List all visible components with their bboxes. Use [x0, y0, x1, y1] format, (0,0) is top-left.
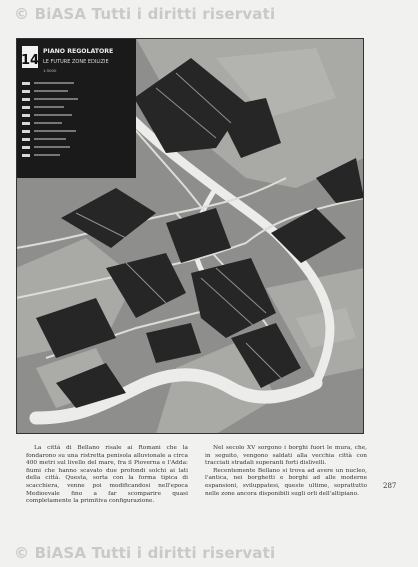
plate-title: PIANO REGOLATORE	[43, 48, 114, 55]
watermark-top: © BiASA Tutti i diritti riservati	[14, 5, 276, 23]
article-paragraph: Nel secolo XV sorgono i borghi fuori le mura, che, in seguito, vengono saldati alla vecchia città con tracciati stradali superanti forti dislivelli.	[205, 445, 367, 467]
article-paragraph: Recentemente Bellano si trova ad avere un nucleo, l'antica, nei borghetti e borghi ad alle moderne espansioni, sviluppatesi, queste ultime, soprattutto nelle zone ancora disponibili sugli orli dell'altipiano.	[205, 467, 367, 497]
page-number: 287	[383, 482, 397, 490]
plate-scale: 1:5000	[43, 68, 57, 73]
city-plan-map	[16, 38, 364, 434]
plate-number: 14	[20, 53, 40, 68]
article-column-1	[26, 445, 188, 506]
article-column-2	[205, 445, 367, 498]
article-paragraph: La città di Bellano risale ai Romani che la fondarono su una ristretta penisola alluvionale a circa 400 metri sul livello del mare, fra il Pioverna e l'Adda: fiumi che hanno scavato due profondi solchi ai lati della città. Questa, sorta con la forma tipica di scacchiera, venne poi modificandosi nell'epoca Medioevale fino a far scomparire quasi completamente la primitiva configurazione.	[26, 445, 188, 505]
watermark-bottom: © BiASA Tutti i diritti riservati	[14, 544, 276, 562]
plate-subtitle: LE FUTURE ZONE EDILIZIE	[43, 59, 109, 65]
